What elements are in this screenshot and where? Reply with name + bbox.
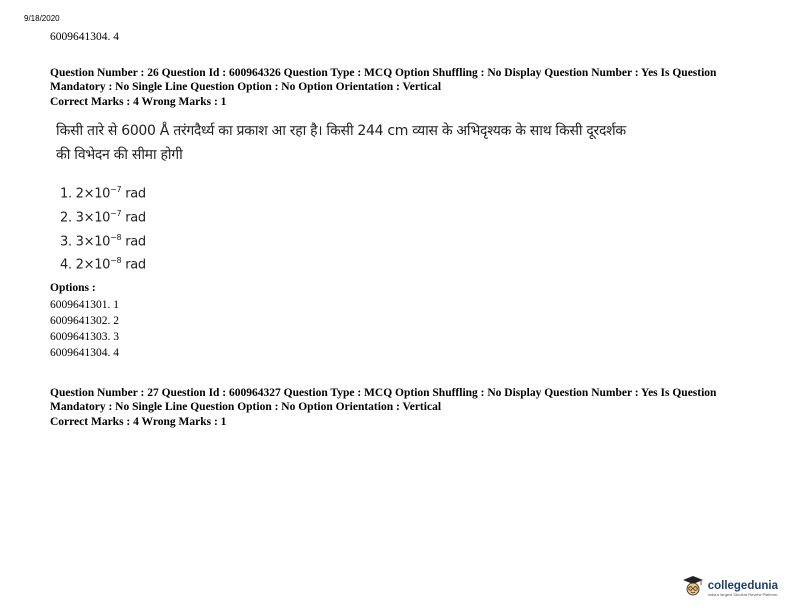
q26-choice-2: 2. $3\times 10^{-7}$ rad bbox=[60, 209, 146, 226]
q26-option-4: 6009641304. 4 bbox=[50, 347, 119, 359]
q26-choice-1: 1. $2\times 10^{-7}$ rad bbox=[60, 185, 146, 202]
print-date: 9/18/2020 bbox=[24, 14, 60, 23]
logo-brand: collegedunia bbox=[707, 580, 778, 592]
q27-marks: Correct Marks : 4 Wrong Marks : 1 bbox=[50, 416, 227, 428]
logo-tagline: India's largest Student Review Platform bbox=[707, 592, 778, 597]
q26-text-line2: की विभेदन की सीमा होगी bbox=[56, 147, 183, 163]
q26-text-line1: किसी तारे से 6000 Å तरंगदैर्ध्य का प्रकाश आ रहा है। किसी 244 cm व्यास के अभिदृश्यक के साथ किसी दूरदर्शक bbox=[56, 123, 626, 139]
q27-meta-line2: Mandatory : No Single Line Question Option : No Option Orientation : Vertical bbox=[50, 401, 442, 413]
q26-choice-3: 3. $3\times 10^{-8}$ rad bbox=[60, 233, 146, 250]
q26-choice-4: 4. $2\times 10^{-8}$ rad bbox=[60, 256, 146, 273]
collegedunia-logo bbox=[682, 575, 778, 602]
q26-meta-line1: Question Number : 26 Question Id : 600964326 Question Type : MCQ Option Shuffling : No Display Question Number : Yes Is Question bbox=[50, 67, 717, 79]
q27-meta-line1: Question Number : 27 Question Id : 600964327 Question Type : MCQ Option Shuffling : No Display Question Number : Yes Is Question bbox=[50, 387, 717, 399]
q26-marks: Correct Marks : 4 Wrong Marks : 1 bbox=[50, 96, 227, 108]
q26-option-3: 6009641303. 3 bbox=[50, 331, 119, 343]
q26-options-heading: Options : bbox=[50, 282, 96, 294]
previous-option-line: 6009641304. 4 bbox=[50, 31, 119, 43]
q26-meta-line2: Mandatory : No Single Line Question Option : No Option Orientation : Vertical bbox=[50, 81, 442, 93]
mascot-icon bbox=[682, 575, 704, 602]
q26-option-1: 6009641301. 1 bbox=[50, 299, 119, 311]
q26-option-2: 6009641302. 2 bbox=[50, 315, 119, 327]
